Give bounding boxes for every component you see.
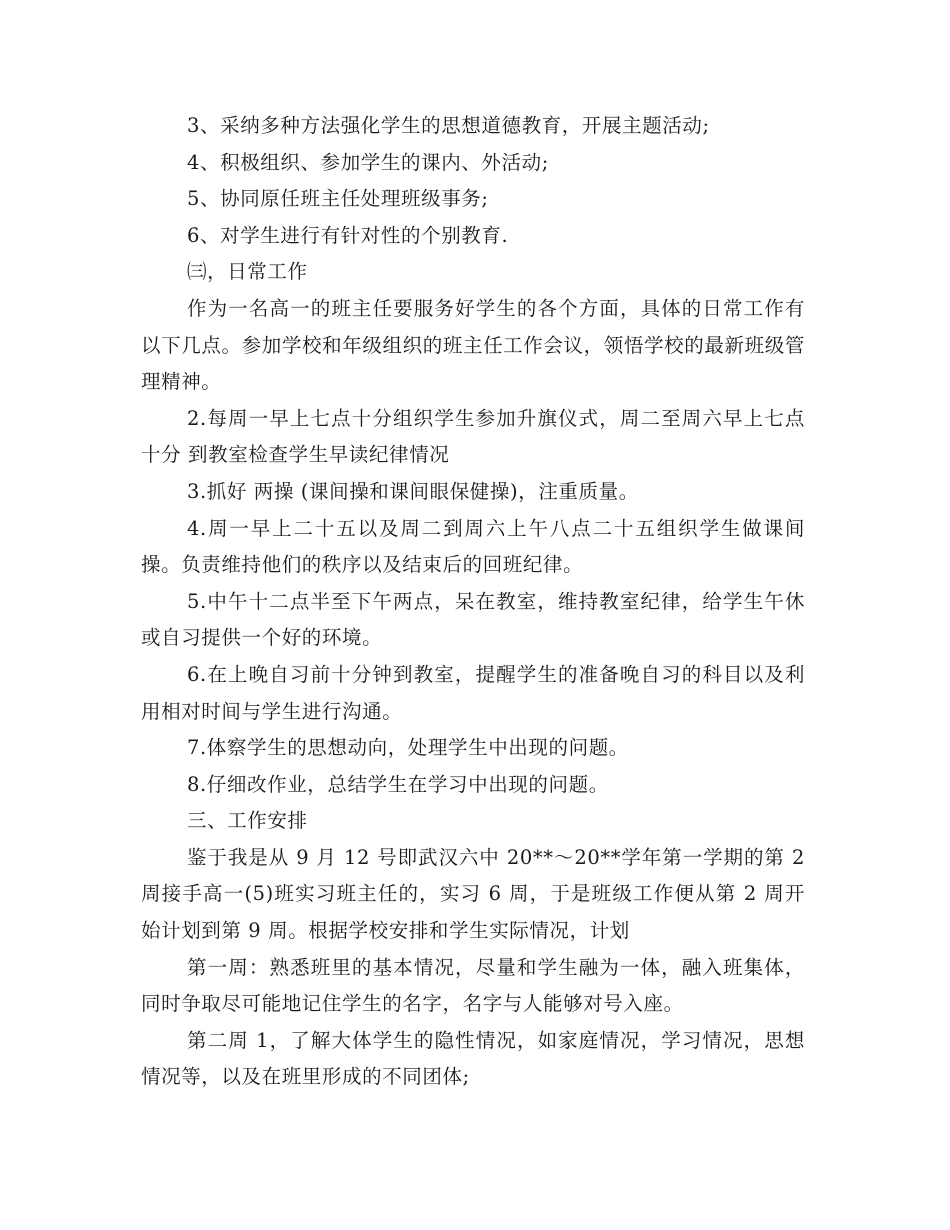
paragraph-daily-3: 3.抓好 两操 (课间操和课间眼保健操)，注重质量。 bbox=[187, 479, 639, 503]
paragraph-daily-6: 6.在上晚自习前十分钟到教室，提醒学生的准备晚自习的科目以及利用相对时间与学生进行沟通。 bbox=[141, 662, 805, 723]
section-heading-daily-work: ㈢，日常工作 bbox=[187, 260, 308, 284]
paragraph-daily-4: 4.周一早上二十五以及周二到周六上午八点二十五组织学生做课间操。负责维持他们的秩序以及结束后的回班纪律。 bbox=[141, 516, 805, 577]
paragraph-item-6: 6、对学生进行有针对性的个别教育. bbox=[187, 223, 509, 247]
paragraph-daily-2: 2.每周一早上七点十分组织学生参加升旗仪式，周二至周六早上七点十分 到教室检查学生早读纪律情况 bbox=[141, 406, 805, 467]
paragraph-daily-8: 8.仔细改作业，总结学生在学习中出现的问题。 bbox=[187, 772, 609, 796]
document-body bbox=[141, 108, 805, 1096]
paragraph-daily-7: 7.体察学生的思想动向，处理学生中出现的问题。 bbox=[187, 736, 629, 760]
section-heading-work-arrangement: 三、工作安排 bbox=[187, 809, 308, 833]
paragraph-item-4: 4、积极组织、参加学生的课内、外活动; bbox=[187, 150, 549, 174]
paragraph-item-5: 5、协同原任班主任处理班级事务; bbox=[187, 187, 489, 211]
paragraph-arrangement-intro: 鉴于我是从 9 月 12 号即武汉六中 20**～20**学年第一学期的第 2 周接手高一(5)班实习班主任的，实习 6 周，于是班级工作便从第 2 周开始计划到第 9 周。根据学校安排和学生实际情况，计划 bbox=[141, 845, 805, 943]
paragraph-week-2: 第二周 1，了解大体学生的隐性情况，如家庭情况，学习情况，思想情况等，以及在班里形成的不同团体; bbox=[141, 1028, 805, 1089]
paragraph-daily-5: 5.中午十二点半至下午两点，呆在教室，维持教室纪律，给学生午休或自习提供一个好的环境。 bbox=[141, 589, 805, 650]
paragraph-daily-intro: 作为一名高一的班主任要服务好学生的各个方面，具体的日常工作有以下几点。参加学校和年级组织的班主任工作会议，领悟学校的最新班级管理精神。 bbox=[141, 296, 805, 394]
paragraph-item-3: 3、采纳多种方法强化学生的思想道德教育，开展主题活动; bbox=[187, 114, 710, 137]
paragraph-week-1: 第一周：熟悉班里的基本情况，尽量和学生融为一体，融入班集体，同时争取尽可能地记住学生的名字，名字与人能够对号入座。 bbox=[141, 955, 805, 1016]
